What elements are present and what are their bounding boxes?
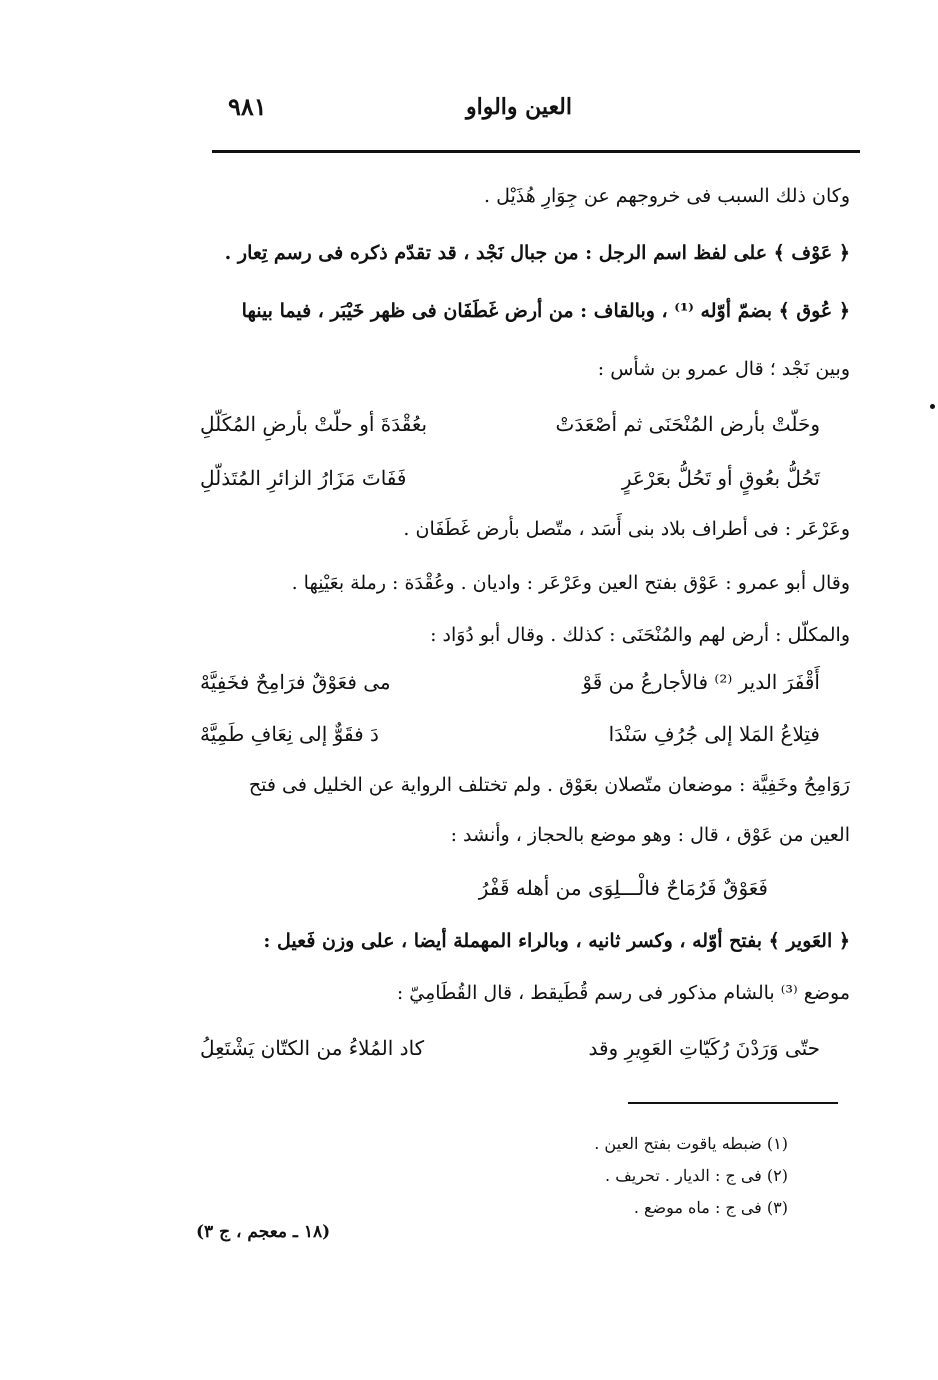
verse-hemistich-first: حتّى وَرَدْنَ رُكَيّاتِ العَوِيرِ وقد [588, 1036, 820, 1060]
margin-dot [930, 404, 935, 409]
verse-hemistich-first: وحَلّتْ بأرض المُنْحَنَى ثم أصْعَدَتْ [555, 412, 820, 436]
text-line: وبين نَجْد ؛ قال عمرو بن شأس : [597, 358, 850, 380]
page-number: ٩٨١ [228, 92, 267, 121]
text-line: وقال أبو عمرو : عَوْق بفتح العين وعَرْعَر : واديان . وعُقْدَة : رملة بعَيْنِها . [291, 572, 850, 594]
text-line: وكان ذلك السبب فى خروجهم عن جِوَارِ هُذَيْل . [484, 185, 850, 207]
signature-mark: (١٨ ـ معجم ، ج ٣) [196, 1222, 331, 1242]
footnote-rule [628, 1102, 838, 1104]
entry-awf: ﴿ عَوْف ﴾ على لفظ اسم الرجل : من جبال نَجْد ، قد تقدّم ذكره فى رسم تِعار . [224, 242, 850, 264]
text-line: والمكلّل : أرض لهم والمُنْحَنَى : كذلك . وقال أبو دُوَاد : [430, 624, 850, 646]
verse-hemistich-first: تَحُلُّ بعُوقٍ أو تَحُلُّ بعَرْعَرٍ [621, 466, 820, 490]
text-line: العين من عَوْق ، قال : وهو موضع بالحجاز ، وأنشد : [450, 824, 850, 846]
verse-hemistich-second: مى فعَوْقٌ فرَامِحٌ فخَفِيَّهْ [200, 670, 391, 694]
verse-hemistich-first: فتِلاعُ المَلا إلى جُرُفِ سَنْدَا [608, 722, 820, 746]
verse-hemistich-second: دَ فقَوٌّ إلى نِعَافِ طَمِيَّهْ [200, 722, 379, 746]
verse-hemistich-first: أَقْفَرَ الدير ⁽²⁾ فالأجارعُ من قَوْ [582, 670, 820, 694]
footnote: (٣) فى ج : ماه موضع . [633, 1198, 788, 1217]
entry-awq: ﴿ عُوق ﴾ بضمّ أوّله ⁽¹⁾ ، وبالقاف : من أرض غَطَفَان فى ظهر خَيْبَر ، فيما بينها [241, 300, 850, 322]
text-line: وعَرْعَر : فى أطراف بلاد بنى أَسَد ، متّصل بأرض غَطَفَان . [403, 518, 850, 540]
verse-hemistich-second: فَفَاتَ مَزَارُ الزائرِ المُتَذلّلِ [200, 466, 407, 490]
text-line: موضع ⁽³⁾ بالشام مذكور فى رسم قُطَيقط ، قال القُطَامِيّ : [396, 982, 850, 1004]
running-header [212, 92, 862, 132]
text-line: رَوَامِحُ وخَفِيَّة : موضعان متّصلان بعَوْق . ولم تختلف الرواية عن الخليل فى فتح [248, 774, 850, 796]
header-rule [212, 150, 860, 153]
footnote: (٢) فى ج : الديار . تحريف . [605, 1166, 788, 1185]
verse-hemistich-second: كاد المُلاءُ من الكتّان يَشْتَعِلُ [200, 1036, 425, 1060]
page-title: العين والواو [465, 94, 572, 120]
verse-hemistich-second: بعُقْدَةَ أو حلّتْ بأرضِ المُكَلّلِ [200, 412, 428, 436]
verse-single: فَعَوْقٌ فَرُمَاحٌ فالْـــلِوَى من أهله قَفْرُ [478, 876, 768, 900]
footnote: (١) ضبطه ياقوت بفتح العين . [594, 1134, 788, 1153]
entry-awir: ﴿ العَوير ﴾ بفتح أوّله ، وكسر ثانيه ، وبالراء المهملة أيضا ، على وزن فَعيل : [263, 930, 850, 952]
